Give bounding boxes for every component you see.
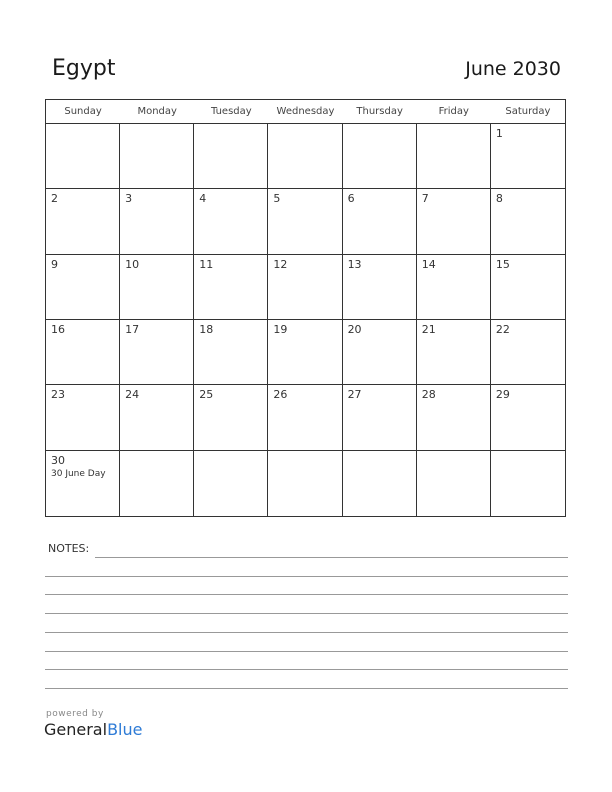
day-cell	[268, 255, 342, 320]
day-number: 6	[347, 192, 355, 206]
day-cell	[268, 189, 342, 254]
day-number: 29	[495, 388, 510, 402]
notes-line	[45, 632, 568, 633]
day-cell	[268, 124, 342, 189]
notes-line	[45, 576, 568, 577]
day-number: 14	[421, 257, 436, 271]
weekday-header: Thursday	[343, 100, 417, 124]
day-number: 4	[199, 192, 207, 206]
day-cell	[194, 255, 268, 320]
day-number: 9	[51, 257, 58, 271]
notes-line	[45, 688, 568, 689]
day-number: 28	[421, 388, 436, 402]
day-number: 17	[125, 323, 140, 336]
day-cell	[491, 320, 565, 385]
holiday-label: 30 June Day	[51, 468, 106, 479]
weekday-header: Friday	[417, 100, 491, 124]
day-cell	[491, 124, 565, 189]
day-cell	[194, 320, 268, 385]
country-title: Egypt	[52, 56, 116, 81]
calendar-grid	[45, 99, 566, 517]
day-cell	[343, 189, 417, 254]
day-cell	[417, 124, 491, 189]
day-cell	[417, 255, 491, 320]
notes-line	[45, 613, 568, 614]
day-number: 13	[347, 257, 362, 271]
day-cell	[343, 385, 417, 450]
day-number: 16	[51, 323, 65, 336]
month-year-title: June 2030	[465, 58, 561, 80]
day-number: 20	[347, 323, 362, 336]
day-cell	[46, 320, 120, 385]
weekday-header: Saturday	[491, 100, 565, 124]
day-number: 11	[199, 257, 214, 271]
weekday-header: Wednesday	[268, 100, 342, 124]
day-number: 18	[199, 323, 214, 336]
day-number: 23	[51, 388, 65, 402]
day-number: 2	[51, 192, 58, 206]
day-cell	[46, 451, 120, 516]
day-number: 19	[273, 323, 288, 336]
day-cell	[343, 255, 417, 320]
day-cell	[120, 255, 194, 320]
day-cell	[46, 385, 120, 450]
notes-label: NOTES:	[48, 542, 90, 555]
day-number: 27	[347, 388, 362, 402]
brand-name-part1: General	[44, 720, 108, 739]
day-cell	[120, 124, 194, 189]
day-number: 3	[125, 192, 133, 206]
brand-logo[interactable]	[44, 720, 142, 739]
day-number: 22	[495, 323, 510, 336]
day-number: 15	[495, 257, 510, 271]
day-number: 12	[273, 257, 288, 271]
notes-line	[45, 669, 568, 670]
day-number: 10	[125, 257, 140, 271]
day-number: 25	[199, 388, 214, 402]
day-number: 26	[273, 388, 288, 402]
day-cell	[417, 189, 491, 254]
notes-line	[45, 594, 568, 595]
day-cell	[120, 189, 194, 254]
powered-by-text: powered by	[46, 709, 104, 719]
day-cell	[268, 451, 342, 516]
notes-line	[45, 651, 568, 652]
day-cell	[120, 320, 194, 385]
day-cell	[417, 320, 491, 385]
day-cell	[343, 320, 417, 385]
day-cell	[343, 451, 417, 516]
weekday-header: Monday	[120, 100, 194, 124]
day-number: 1	[495, 127, 503, 140]
day-cell	[194, 124, 268, 189]
day-number: 8	[495, 192, 503, 206]
weekday-header: Tuesday	[194, 100, 268, 124]
day-cell	[120, 451, 194, 516]
day-cell	[46, 124, 120, 189]
weekday-header: Sunday	[46, 100, 120, 124]
day-cell	[417, 385, 491, 450]
day-number: 24	[125, 388, 140, 402]
day-number: 30	[51, 453, 65, 467]
day-cell	[491, 189, 565, 254]
day-cell	[343, 124, 417, 189]
day-number: 7	[421, 192, 429, 206]
day-cell	[491, 385, 565, 450]
day-cell	[194, 451, 268, 516]
brand-name-part2: Blue	[107, 720, 143, 739]
day-cell	[491, 451, 565, 516]
day-cell	[194, 385, 268, 450]
day-number: 5	[273, 192, 281, 206]
day-cell	[417, 451, 491, 516]
day-cell	[194, 189, 268, 254]
day-cell	[491, 255, 565, 320]
day-cell	[46, 189, 120, 254]
day-cell	[46, 255, 120, 320]
day-cell	[268, 320, 342, 385]
notes-line	[95, 557, 568, 558]
day-cell	[120, 385, 194, 450]
day-cell	[268, 385, 342, 450]
day-number: 21	[421, 323, 436, 336]
